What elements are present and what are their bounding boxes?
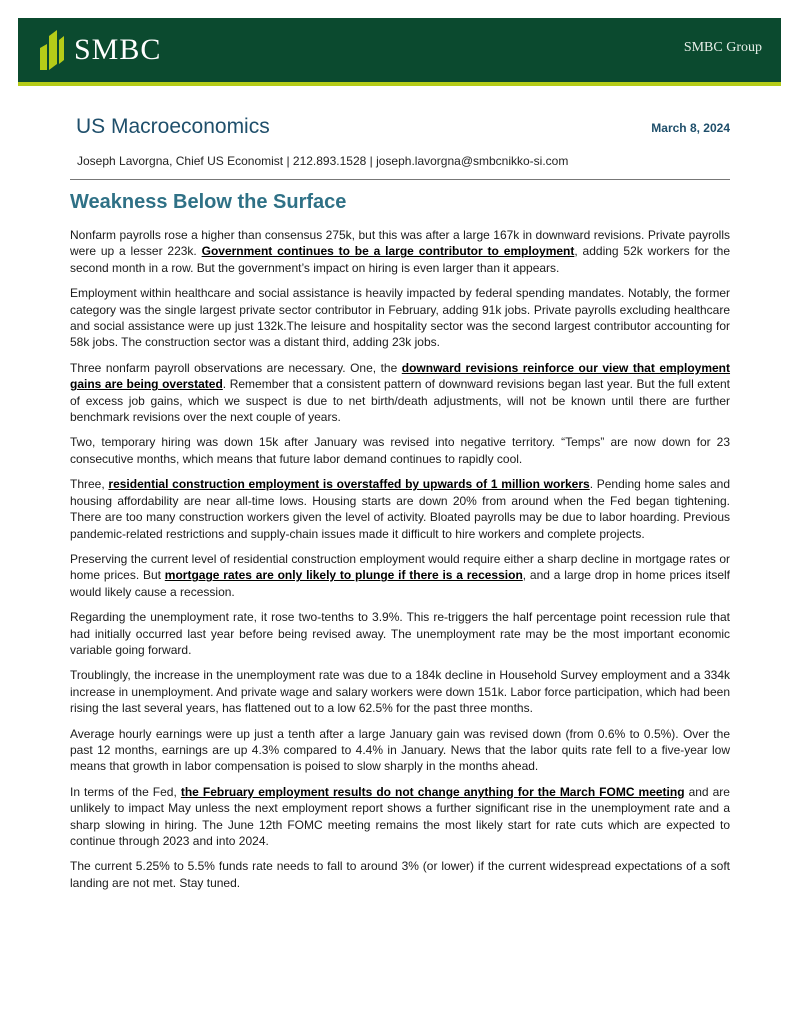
- paragraph-2: Employment within healthcare and social assistance is heavily impacted by federal spending mandates. Notably, the former category was the single largest private sector contributor in February, adding 91k jobs. Private payrolls excluding healthcare and social assistance were up just 132k.The leisure and hospitality sector was the second largest contributor accounting for 58k jobs. The construction sector was a distant third, adding 23k jobs.: [70, 286, 730, 350]
- paragraph-9: Average hourly earnings were up just a tenth after a large January gain was revised down (from 0.6% to 0.5%). Over the past 12 months, earnings are up 4.3% compared to 4.4% in January. News that the labor quits rate fell to a five-year low means that growth in labor compensation is poised to slow sharply in the months ahead.: [70, 726, 730, 774]
- paragraph-10: In terms of the Fed, the February employment results do not change anything for the March FOMC meeting and are unlikely to impact May unless the next employment report shows a further significant rise in the unemployment rate and a sharp slowing in hiring. The June 12th FOMC meeting remains the most likely start for rate cuts which are expected to continue through 2023 and into 2024.: [70, 784, 730, 848]
- paragraph-7: Regarding the unemployment rate, it rose two-tenths to 3.9%. This re-triggers the half percentage point recession rule that had initially occurred last year before being revised away. The unemployment rate may be the most important economic variable going forward.: [70, 610, 730, 657]
- group-label: SMBC Group: [683, 40, 762, 55]
- divider: [70, 179, 730, 180]
- article-body: [70, 227, 730, 900]
- link-downward-revisions[interactable]: downward revisions reinforce our view that employment gains are being overstated: [70, 360, 731, 392]
- paragraph-4: Two, temporary hiring was down 15k after January was revised into negative territory. “Temps” are now down for 23 consecutive months, which means that future labor demand continues to rapidly cool.: [70, 435, 730, 466]
- author-line: Joseph Lavorgna, Chief US Economist | 212.893.1528 | joseph.lavorgna@smbcnikko-si.com: [77, 154, 569, 168]
- header-accent-stripe: [18, 82, 781, 86]
- link-residential-construction[interactable]: residential construction employment is overstaffed by upwards of 1 million workers: [108, 477, 590, 492]
- paragraph-11: The current 5.25% to 5.5% funds rate needs to fall to around 3% (or lower) if the current widespread expectations of a soft landing are not met. Stay tuned.: [70, 859, 730, 890]
- smbc-leaf-mark-icon: [38, 30, 64, 70]
- link-mortgage-rates[interactable]: mortgage rates are only likely to plunge if there is a recession: [164, 568, 523, 583]
- smbc-logo: [38, 30, 161, 70]
- link-government-employment[interactable]: Government continues to be a large contributor to employment: [201, 244, 575, 259]
- paragraph-3: Three nonfarm payroll observations are necessary. One, the downward revisions reinforce our view that employment gains are being overstated. Remember that a consistent pattern of downward revisions began last year. But the full extent of excess job gains, which we suspect is due to net birth/death adjustments, will not be known until there are further benchmark revisions over the next couple of years.: [70, 360, 731, 425]
- paragraph-1: Nonfarm payrolls rose a higher than consensus 275k, but this was after a large 167k in downward revisions. Private payrolls were up a lesser 223k. Government continues to be a large contributor to employment, adding 52k workers for the second month in a row. But the government’s impact on hiring is even larger than it appears.: [70, 228, 730, 275]
- paragraph-6: Preserving the current level of residential construction employment would require either a sharp decline in mortgage rates or home prices. But mortgage rates are only likely to plunge if there is a recession, and a large drop in home prices itself would likely cause a recession.: [70, 551, 730, 599]
- report-type: US Macroeconomics: [76, 115, 270, 138]
- logo-text: SMBC: [74, 33, 162, 66]
- paragraph-5: Three, residential construction employment is overstaffed by upwards of 1 million workers. Pending home sales and housing affordability are near all-time lows. Housing starts are down 20% from around when the Fed began tightening. There are too many construction workers given the level of activity. Bloated payrolls may be due to labor hoarding. Previous pandemic-related restrictions and supply-chain issues made it difficult to hire workers and complete projects.: [70, 477, 731, 541]
- page-title: Weakness Below the Surface: [70, 191, 347, 213]
- paragraph-8: Troublingly, the increase in the unemployment rate was due to a 184k decline in Household Survey employment and a 334k increase in unemployment. And private wage and salary workers were down 151k. Labor force participation, which had been rising the last several years, has flattened out to a low 62.5% for the past three months.: [70, 668, 730, 716]
- link-fomc-meeting[interactable]: the February employment results do not change anything for the March FOMC meeting: [180, 784, 685, 799]
- report-date: March 8, 2024: [651, 121, 730, 135]
